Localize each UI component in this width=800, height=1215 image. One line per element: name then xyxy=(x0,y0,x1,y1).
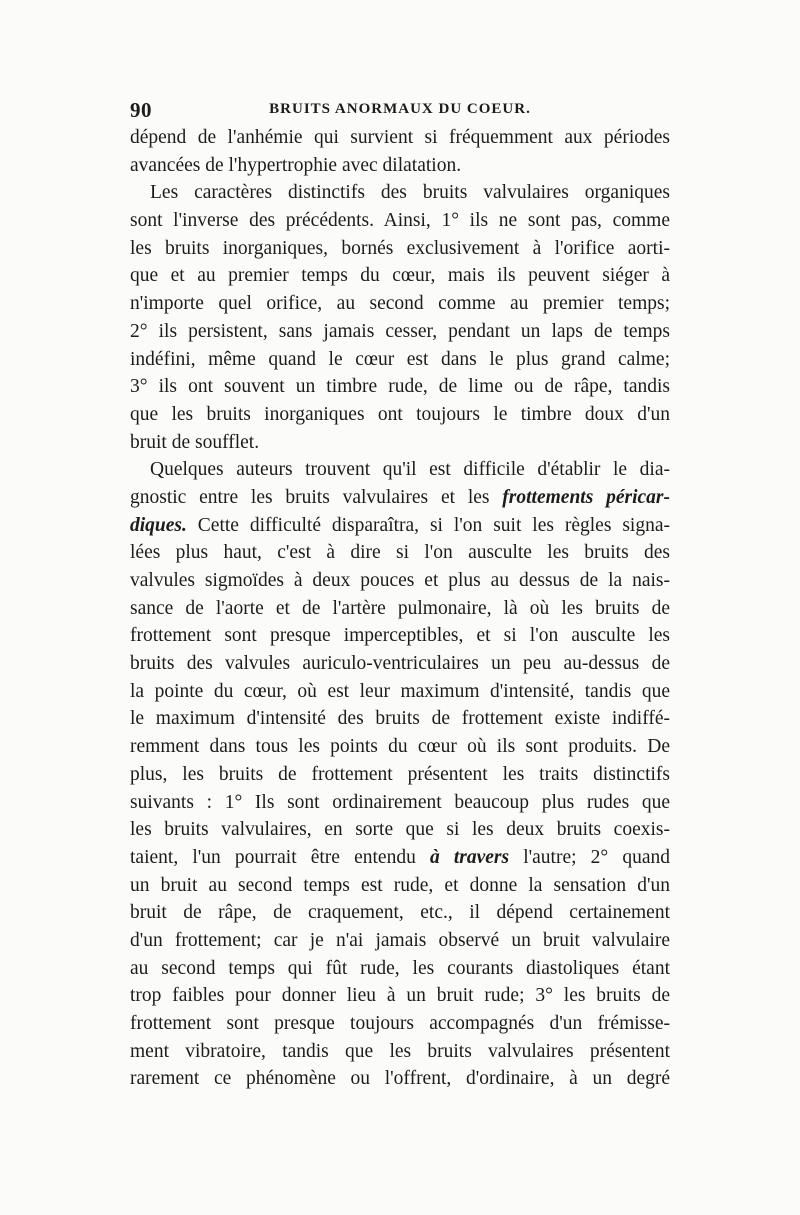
text-line: suivants : 1° Ils sont ordinairement beaucoup plus rudes que xyxy=(130,791,670,813)
text-line: frottement sont presque toujours accompagnés d'un frémisse- xyxy=(130,1013,670,1034)
text-line: d'un frottement; car je n'ai jamais observé un bruit valvulaire xyxy=(130,929,670,951)
text-line: trop faibles pour donner lieu à un bruit rude; 3° les bruits de xyxy=(130,985,670,1007)
text-line xyxy=(130,484,670,512)
text-line: ment vibratoire, tandis que les bruits valvulaires présentent xyxy=(130,1040,670,1062)
text-line: au second temps qui fût rude, les courants diastoliques étant xyxy=(130,957,670,979)
text-line: plus, les bruits de frottement présentent les traits distinctifs xyxy=(130,763,670,785)
text-line xyxy=(130,512,670,540)
page-number: 90 xyxy=(130,98,152,122)
text-line: bruits des valvules auriculo-ventriculaires un peu au-dessus de xyxy=(130,653,670,675)
text-line: lées plus haut, c'est à dire si l'on ausculte les bruits des xyxy=(130,542,670,564)
text-line: que les bruits inorganiques ont toujours le timbre doux d'un xyxy=(130,403,670,425)
italic-term: diques. xyxy=(130,514,187,536)
text-line: bruit de râpe, de craquement, etc., il dépend certainement xyxy=(130,902,670,924)
text-line xyxy=(130,844,670,872)
text-line: n'importe quel orifice, au second comme au premier temps; xyxy=(130,293,670,315)
text-line: indéfini, même quand le cœur est dans le plus grand calme; xyxy=(130,348,670,370)
text-run: Cette difficulté disparaîtra, si l'on suit les règles signa- xyxy=(186,514,670,536)
text-run: taient, l'un pourrait être entendu xyxy=(130,846,430,868)
text-line: sance de l'aorte et de l'artère pulmonaire, là où les bruits de xyxy=(130,597,670,619)
text-line: le maximum d'intensité des bruits de frottement existe indiffé- xyxy=(130,708,670,730)
text-line: valvules sigmoïdes à deux pouces et plus au dessus de la nais- xyxy=(130,570,670,591)
text-line: sont l'inverse des précédents. Ainsi, 1° ils ne sont pas, comme xyxy=(130,210,670,232)
running-title: BRUITS ANORMAUX DU COEUR. xyxy=(269,101,531,117)
text-line: 2° ils persistent, sans jamais cesser, pendant un laps de temps xyxy=(130,320,670,342)
text-run: l'autre; 2° quand xyxy=(509,846,670,868)
text-line: dépend de l'anhémie qui survient si fréquemment aux périodes xyxy=(130,127,670,148)
body-text xyxy=(130,124,670,1093)
italic-term: à travers xyxy=(429,846,510,868)
italic-term: frottements péricar- xyxy=(502,486,670,508)
text-line: la pointe du cœur, où est leur maximum d'intensité, tandis que xyxy=(130,680,670,702)
page-header xyxy=(130,98,670,122)
text-line: que et au premier temps du cœur, mais ils peuvent siéger à xyxy=(130,265,670,287)
text-line: rarement ce phénomène ou l'offrent, d'ordinaire, à un degré xyxy=(130,1068,670,1090)
text-run: gnostic entre les bruits valvulaires et les xyxy=(130,486,503,508)
text-line: 3° ils ont souvent un timbre rude, de lime ou de râpe, tandis xyxy=(130,376,670,398)
text-line: frottement sont presque imperceptibles, et si l'on ausculte les xyxy=(130,625,670,647)
text-line: Les caractères distinctifs des bruits valvulaires organiques xyxy=(150,182,670,204)
text-line: Quelques auteurs trouvent qu'il est difficile d'établir le dia- xyxy=(150,459,670,481)
text-line: un bruit au second temps est rude, et donne la sensation d'un xyxy=(130,874,670,896)
text-line: les bruits inorganiques, bornés exclusivement à l'orifice aorti- xyxy=(130,237,670,259)
text-line: bruit de soufflet. xyxy=(130,431,260,453)
text-line: remment dans tous les points du cœur où ils sont produits. De xyxy=(130,736,670,758)
text-line: les bruits valvulaires, en sorte que si les deux bruits coexis- xyxy=(130,819,670,841)
text-line: avancées de l'hypertrophie avec dilatation. xyxy=(130,154,462,176)
